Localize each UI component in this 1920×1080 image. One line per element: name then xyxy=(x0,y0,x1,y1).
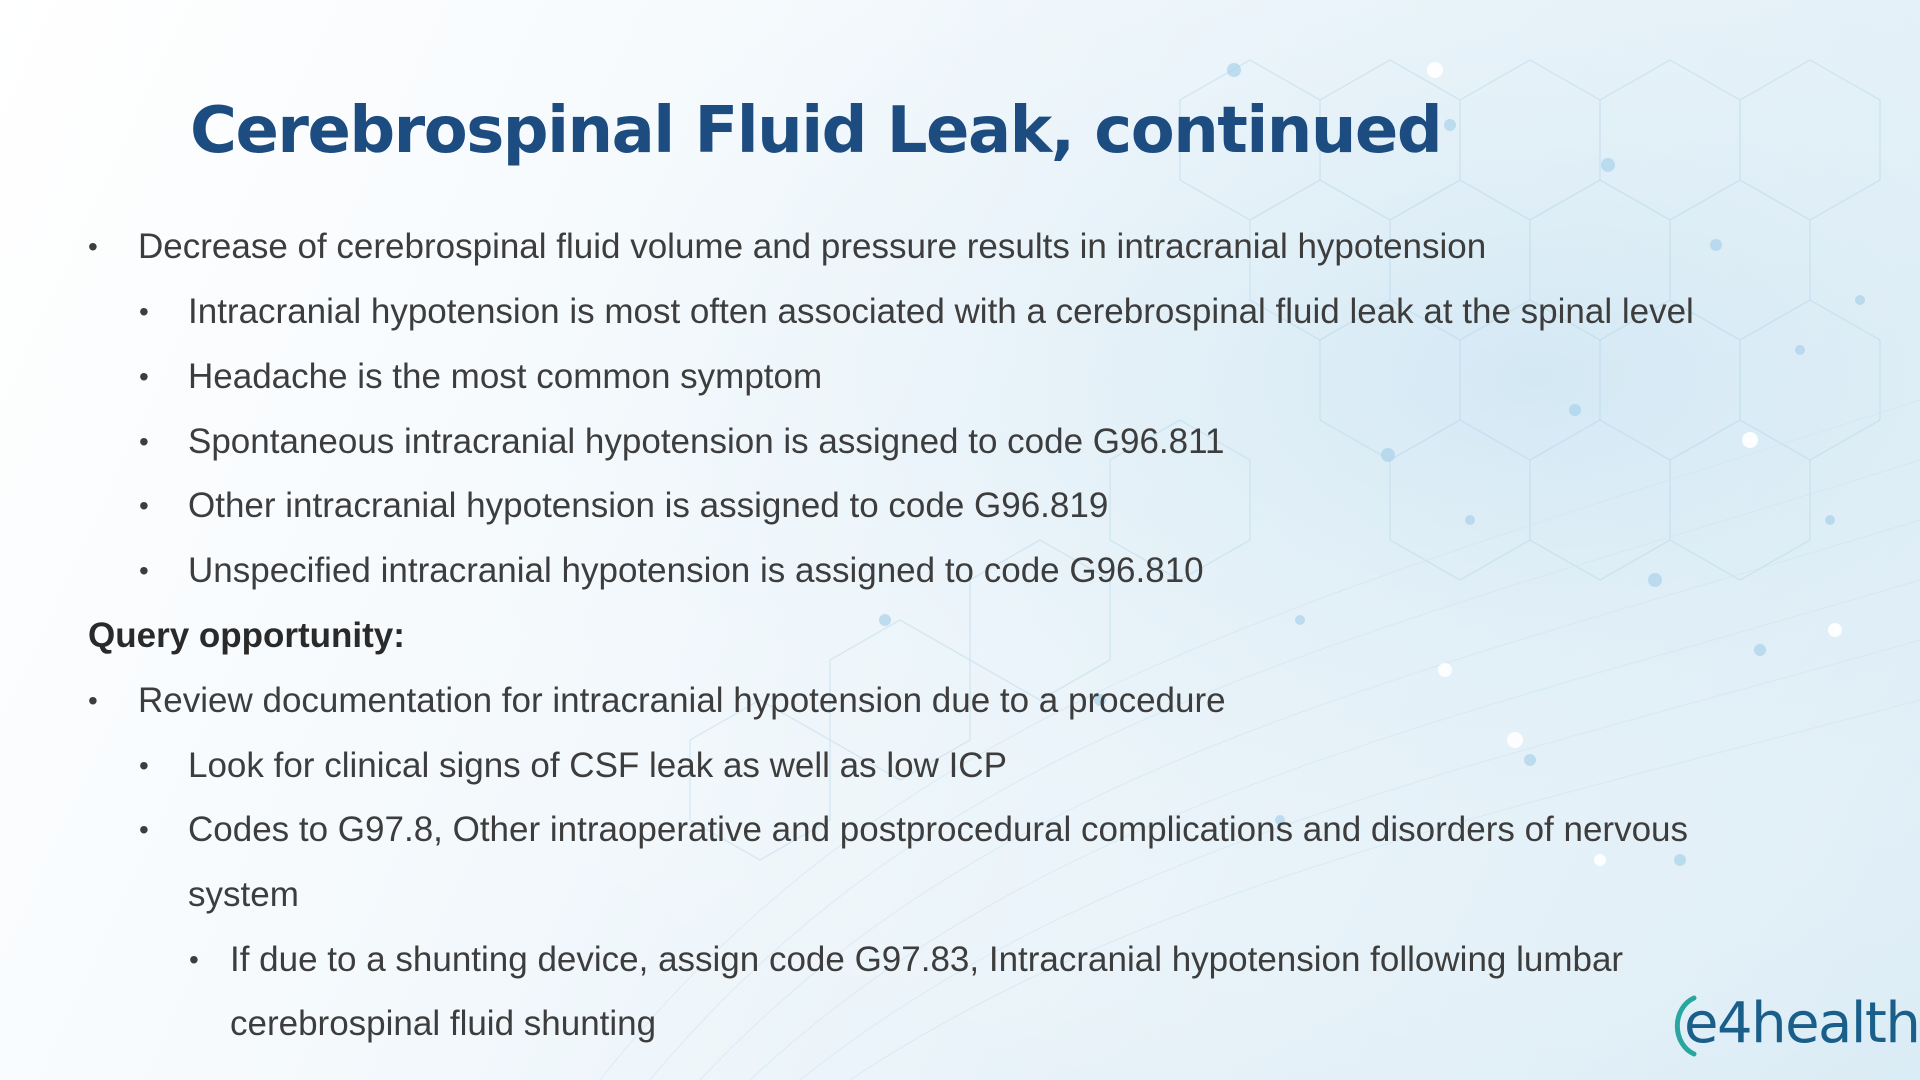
logo-text: e4health xyxy=(1684,991,1920,1056)
bullet-level2: Other intracranial hypotension is assigned to code G96.819 xyxy=(188,486,1109,525)
bullet-marker: • xyxy=(139,426,149,457)
bullet-level1: Decrease of cerebrospinal fluid volume and pressure results in intracranial hypotension xyxy=(138,227,1487,266)
bullet-marker: • xyxy=(139,555,149,586)
bullet-marker: • xyxy=(139,814,149,845)
query-bullet-level2: Look for clinical signs of CSF leak as well as low ICP xyxy=(188,746,1007,785)
query-heading: Query opportunity: xyxy=(88,616,405,655)
bullet-level2: Unspecified intracranial hypotension is assigned to code G96.810 xyxy=(188,551,1204,590)
bullet-level2: Spontaneous intracranial hypotension is assigned to code G96.811 xyxy=(188,422,1225,461)
query-bullet-level2-continuation: system xyxy=(188,875,299,914)
slide-title: Cerebrospinal Fluid Leak, continued xyxy=(190,94,1442,168)
bullet-marker: • xyxy=(139,750,149,781)
query-bullet-level3-continuation: cerebrospinal fluid shunting xyxy=(230,1004,657,1043)
bullet-level2: Headache is the most common symptom xyxy=(188,357,823,396)
query-bullet-level3: If due to a shunting device, assign code G97.83, Intracranial hypotension following lumbar xyxy=(230,940,1624,979)
bullet-marker: • xyxy=(139,296,149,327)
bullet-level2: Intracranial hypotension is most often associated with a cerebrospinal fluid leak at the spinal level xyxy=(188,292,1694,331)
query-bullet-level2: Codes to G97.8, Other intraoperative and postprocedural complications and disorders of nervous xyxy=(188,810,1689,849)
bullet-marker: • xyxy=(139,361,149,392)
query-bullet-level1: Review documentation for intracranial hypotension due to a procedure xyxy=(138,681,1226,720)
bullet-marker: • xyxy=(139,490,149,521)
e4health-logo xyxy=(1664,988,1920,1064)
bullet-marker: • xyxy=(189,944,199,975)
bullet-marker: • xyxy=(88,231,98,262)
bullet-marker: • xyxy=(88,685,98,716)
